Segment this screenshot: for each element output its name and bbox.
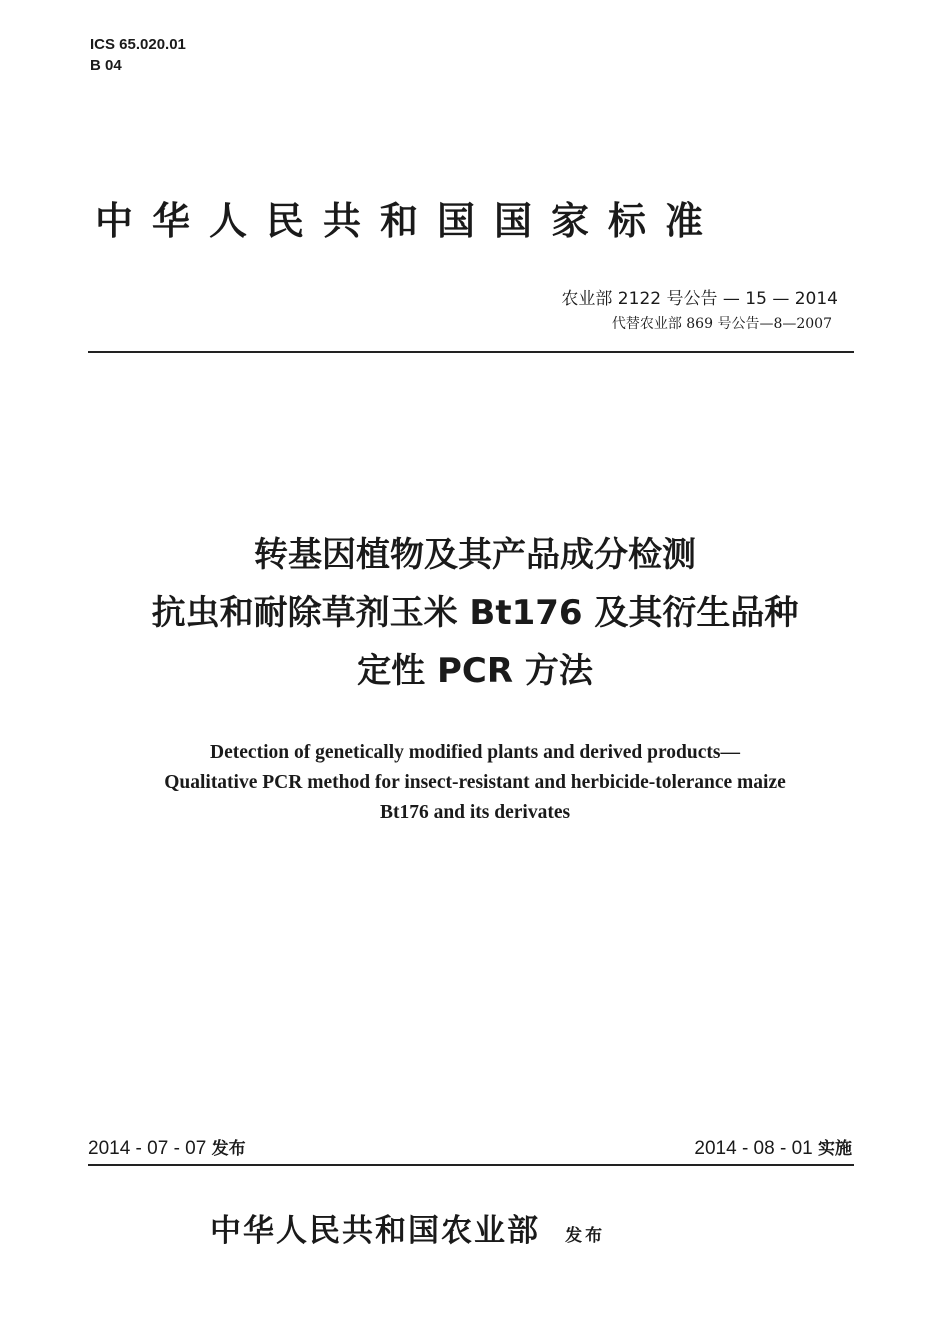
replaced-standard: 代替农业部 869 号公告—8—2007 xyxy=(611,316,832,332)
publisher-block xyxy=(210,1205,605,1250)
issue-label: 发布 xyxy=(211,1139,246,1159)
english-title xyxy=(40,738,910,828)
header-divider xyxy=(88,351,854,353)
ics-code: ICS 65.020.01 xyxy=(90,36,186,53)
implementation-label: 实施 xyxy=(818,1139,852,1159)
ccs-code: B 04 xyxy=(90,57,122,74)
standard-type-title: 中华人民共和国国家标准 xyxy=(95,199,723,243)
english-title-line-2: Qualitative PCR method for insect-resistant and herbicide-tolerance maize xyxy=(164,772,786,793)
implementation-date-block xyxy=(694,1134,852,1160)
publisher-name: 中华人民共和国农业部 xyxy=(210,1213,540,1249)
implementation-date: 2014 - 08 - 01 xyxy=(694,1138,813,1159)
chinese-title-line-2: 抗虫和耐除草剂玉米 Bt176 及其衍生品种 xyxy=(151,593,799,633)
chinese-title-line-3: 定性 PCR 方法 xyxy=(357,651,593,691)
chinese-title-line-1: 转基因植物及其产品成分检测 xyxy=(254,535,696,575)
english-title-line-1: Detection of genetically modified plants and derived products— xyxy=(210,742,740,763)
issue-date: 2014 - 07 - 07 xyxy=(88,1138,207,1159)
classification-codes xyxy=(90,34,186,76)
chinese-title xyxy=(40,526,910,700)
english-title-line-3: Bt176 and its derivates xyxy=(379,802,571,823)
standard-number: 农业部 2122 号公告 — 15 — 2014 xyxy=(561,289,838,309)
publisher-label: 发布 xyxy=(565,1226,606,1246)
issue-date-block xyxy=(88,1134,246,1160)
footer-divider xyxy=(88,1164,854,1166)
